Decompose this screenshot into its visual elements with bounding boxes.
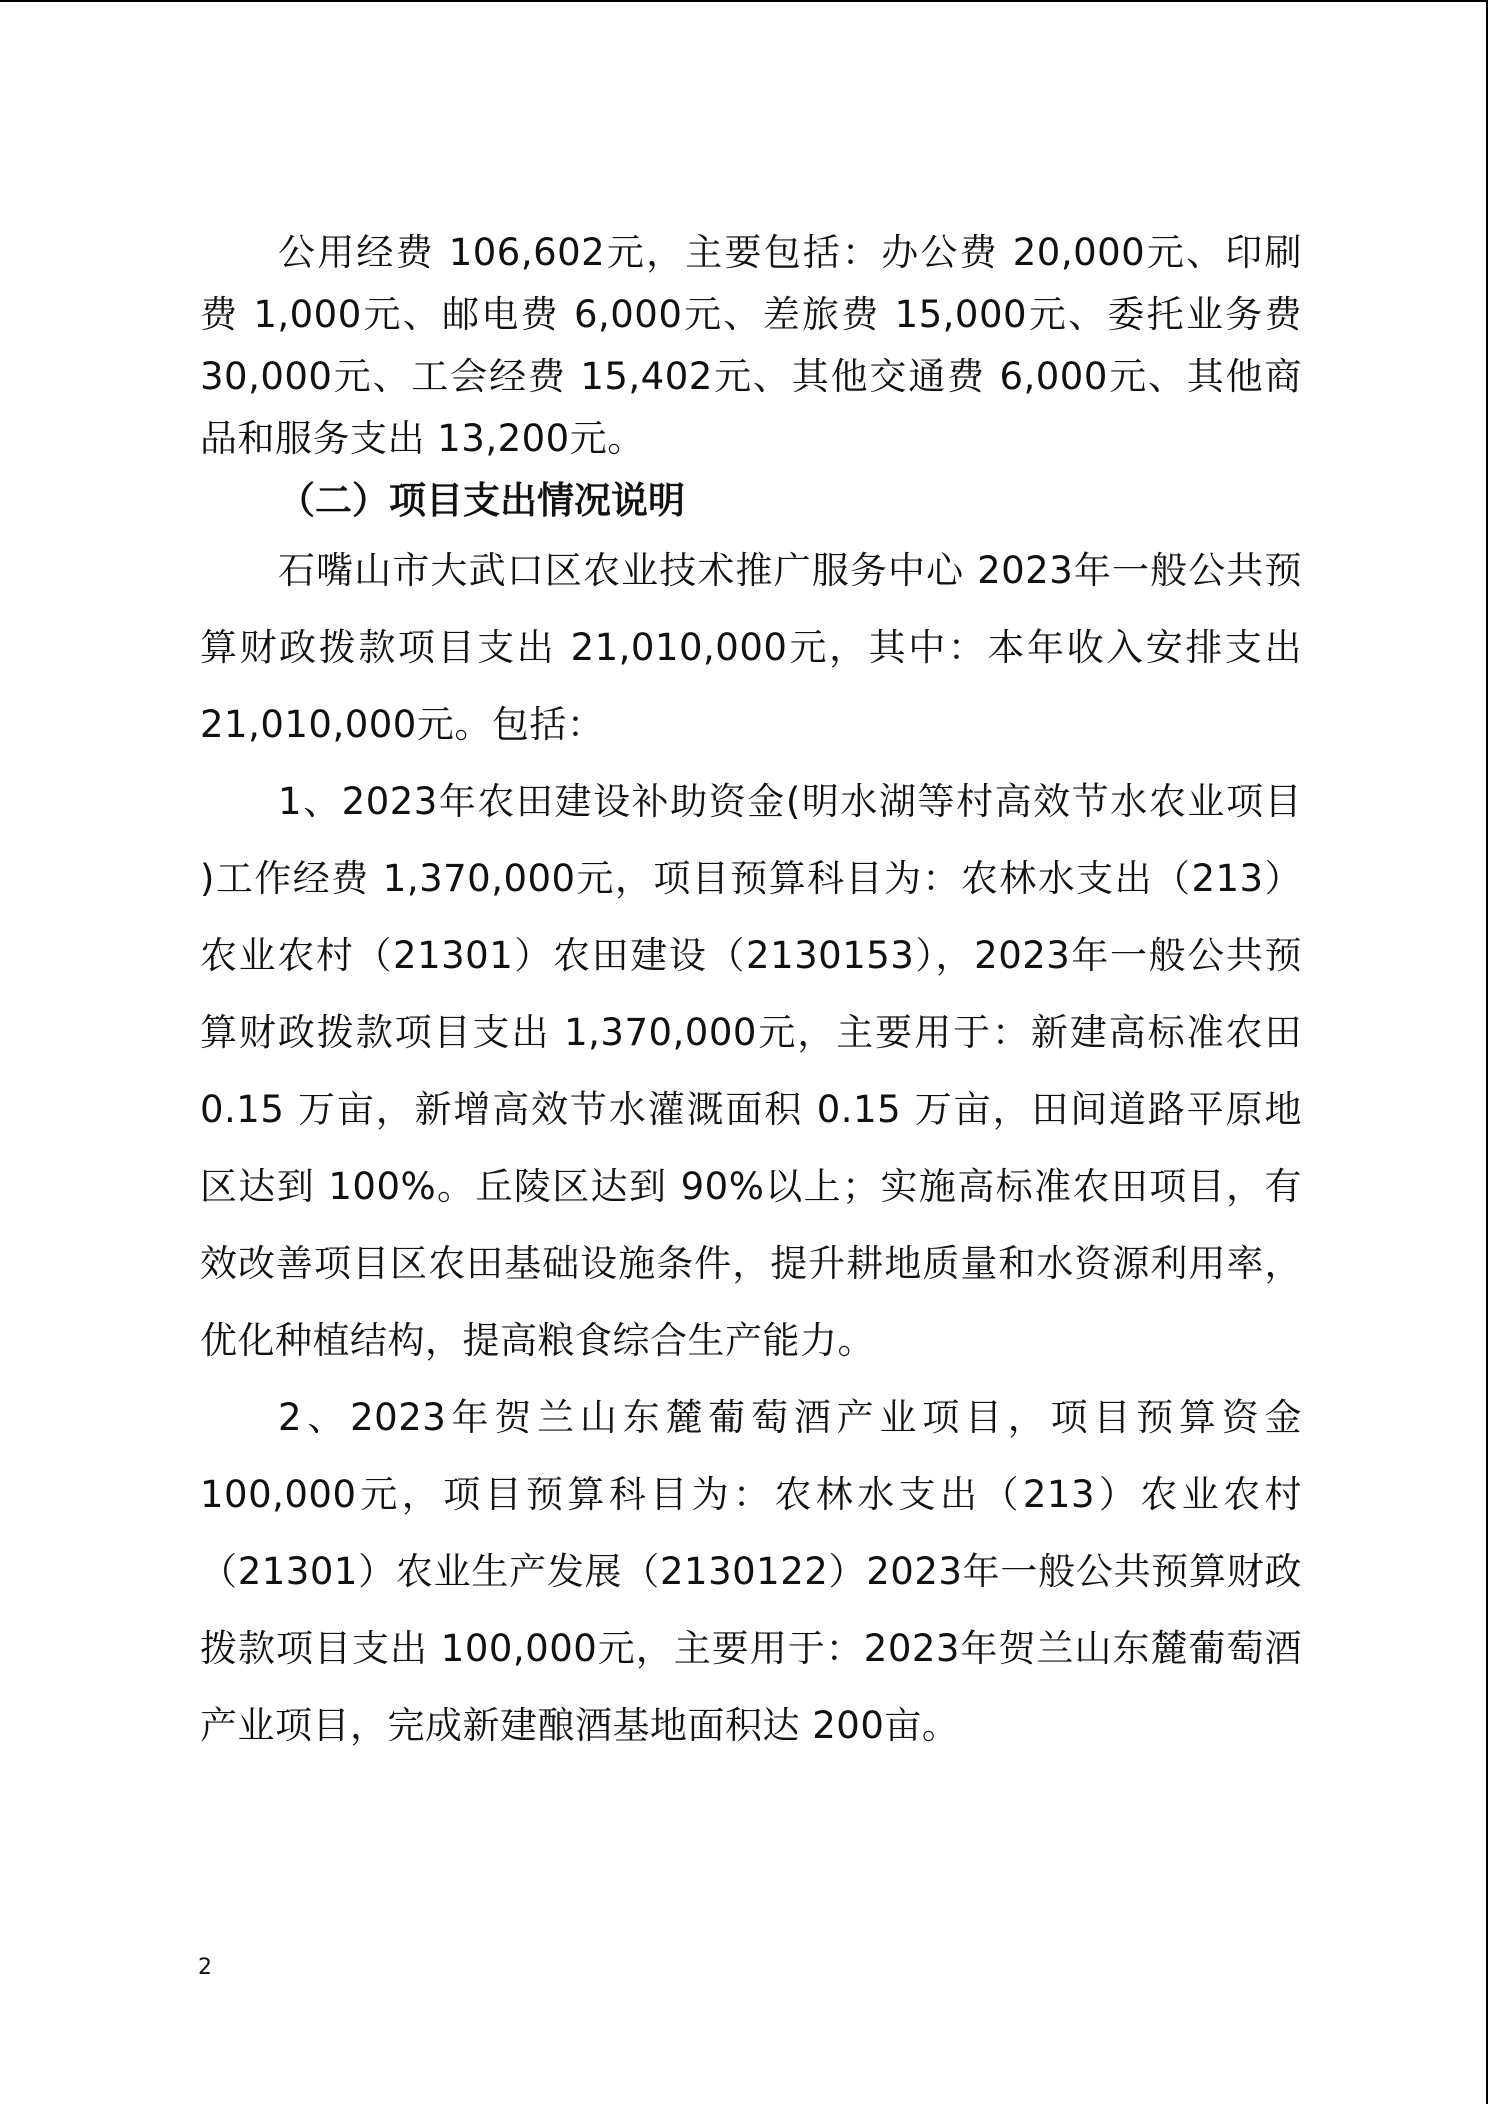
page-number: 2 xyxy=(198,1955,212,1980)
project-expenditure-summary-paragraph: 石嘴山市大武口区农业技术推广服务中心 2023年一般公共预算财政拨款项目支出 21,010,000元，其中：本年收入安排支出 21,010,000元。包括： xyxy=(200,549,1302,746)
document-body xyxy=(200,222,1302,1764)
farmland-construction-item-paragraph: 1、2023年农田建设补助资金(明水湖等村高效节水农业项目 )工作经费 1,370,000元，项目预算科目为：农林水支出（213）农业农村（21301）农田建设（2130153），2023年一般公共预算财政拨款项目支出 1,370,000元，主要用于：新建高标准农田 0.15 万亩，新增高效节水灌溉面积 0.15 万亩，田间道路平原地区达到 100%。丘陵区达到 90%以上；实施高标准农田项目，有效改善项目区农田基础设施条件，提升耕地质量和水资源利用率，优化种植结构，提高粮食综合生产能力。 xyxy=(200,780,1302,1362)
public-expenses-paragraph: 公用经费 106,602元，主要包括：办公费 20,000元、印刷费 1,000元、邮电费 6,000元、差旅费 15,000元、委托业务费 30,000元、工会经费 15,402元、其他交通费 6,000元、其他商品和服务支出 13,200元。 xyxy=(200,231,1302,460)
section-heading-project-expenditure: （二）项目支出情况说明 xyxy=(278,479,685,522)
wine-industry-item-paragraph: 2、2023年贺兰山东麓葡萄酒产业项目，项目预算资金 100,000元，项目预算科目为：农林水支出（213）农业农村（21301）农业生产发展（2130122）2023年一般公共预算财政拨款项目支出 100,000元，主要用于：2023年贺兰山东麓葡萄酒产业项目，完成新建酿酒基地面积达 200亩。 xyxy=(200,1396,1302,1747)
